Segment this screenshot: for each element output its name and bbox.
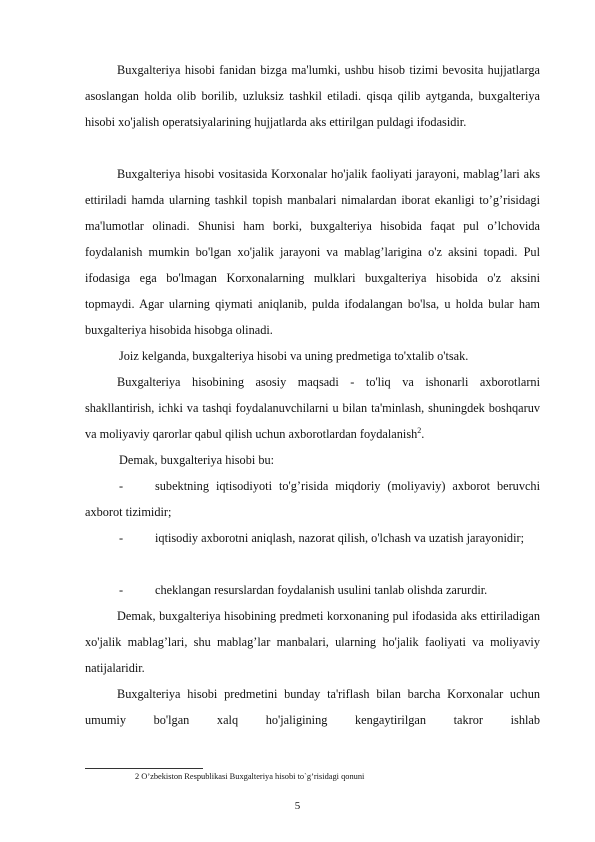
page-number: 5 <box>294 800 301 812</box>
list-item <box>85 525 540 551</box>
list-item-text: cheklangan resurslardan foydalanish usulini tanlab olishda zarurdir. <box>155 583 488 597</box>
paragraph-conclusion: Demak, buxgalteriya hisobining predmeti korxonaning pul ifodasida aks ettiriladigan xo'jalik mablag’lari, shu mablag’lar manbalari, ularning ho'jalik faoliyati va moliyaviy natijalaridir. <box>85 609 540 675</box>
paragraph-goal-text: Buxgalteriya hisobining asosiy maqsadi - to'liq va ishonarli axborotlarni shakllantirish, ichki va tashqi foydalanuvchilarni u bilan ta'minlash, shuningdek boshqaruv va moliyaviy qarorlar qabul qilish uchun axborotlardan foydalanish <box>85 375 540 441</box>
list-item-text: iqtisodiy axborotni aniqlash, nazorat qilish, o'lchash va uzatish jarayonidir; <box>155 531 524 545</box>
list-dash: - <box>119 583 124 597</box>
list-item-text: subektning iqtisodiyoti to'g’risida miqdoriy (moliyaviy) axborot beruvchi axborot tizimidir; <box>85 479 540 519</box>
paragraph-list-intro: Demak, buxgalteriya hisobi bu: <box>119 453 275 467</box>
paragraph-goal <box>85 369 540 447</box>
list-item <box>85 577 540 603</box>
footnote-divider <box>85 768 203 769</box>
paragraph-goal-end: . <box>421 427 425 441</box>
list-dash: - <box>119 531 124 545</box>
paragraph-reflection: Buxgalteriya hisobi vositasida Korxonalar ho'jalik faoliyati jarayoni, mablag’lari aks ettiriladi hamda ularning tashkil topish manbalari nimalardan iborat ekanligi to’g’risidagi ma'lumotlar olinadi. Shunisi ham borki, buxgalteriya hisobida faqat pul o’lchovida foydalanish mumkin bo'lgan xo'jalik jarayoni va mablag’larigina o'z aksini topadi. Pul ifodasiga ega bo'lmagan Korxonalarning mulklari buxgalteriya hisobida o'z aksini topmaydi. Agar ularning qiymati aniqlanib, pulda ifodalangan bo'lsa, u holda bular ham buxgalteriya hisobida hisobga olinadi. <box>85 167 540 337</box>
footnote-marker: 2 <box>417 425 422 435</box>
paragraph-predmet: Buxgalteriya hisobi predmetini bunday ta'riflash bilan barcha Korxonalar uchun umumiy bo'lgan xalq ho'jaligining kengaytirilgan takror ishlab <box>85 687 540 727</box>
paragraph-definition: Buxgalteriya hisobi fanidan bizga ma'lumki, ushbu hisob tizimi bevosita hujjatlarga asoslangan holda olib borilib, uzluksiz tashkil etiladi. qisqa qilib aytganda, buxgalteriya hisobi xo'jalish operatsiyalarining hujjatlarda aks ettirilgan puldagi ifodasidir. <box>85 63 540 129</box>
footnote-text: 2 O’zbekiston Respublikasi Buxgalteriya hisobi to`g’risidagi qonuni <box>135 772 365 781</box>
paragraph-subject-intro: Joiz kelganda, buxgalteriya hisobi va uning predmetiga to'xtalib o'tsak. <box>119 349 469 363</box>
list-dash: - <box>119 479 124 493</box>
list-item <box>85 473 540 525</box>
